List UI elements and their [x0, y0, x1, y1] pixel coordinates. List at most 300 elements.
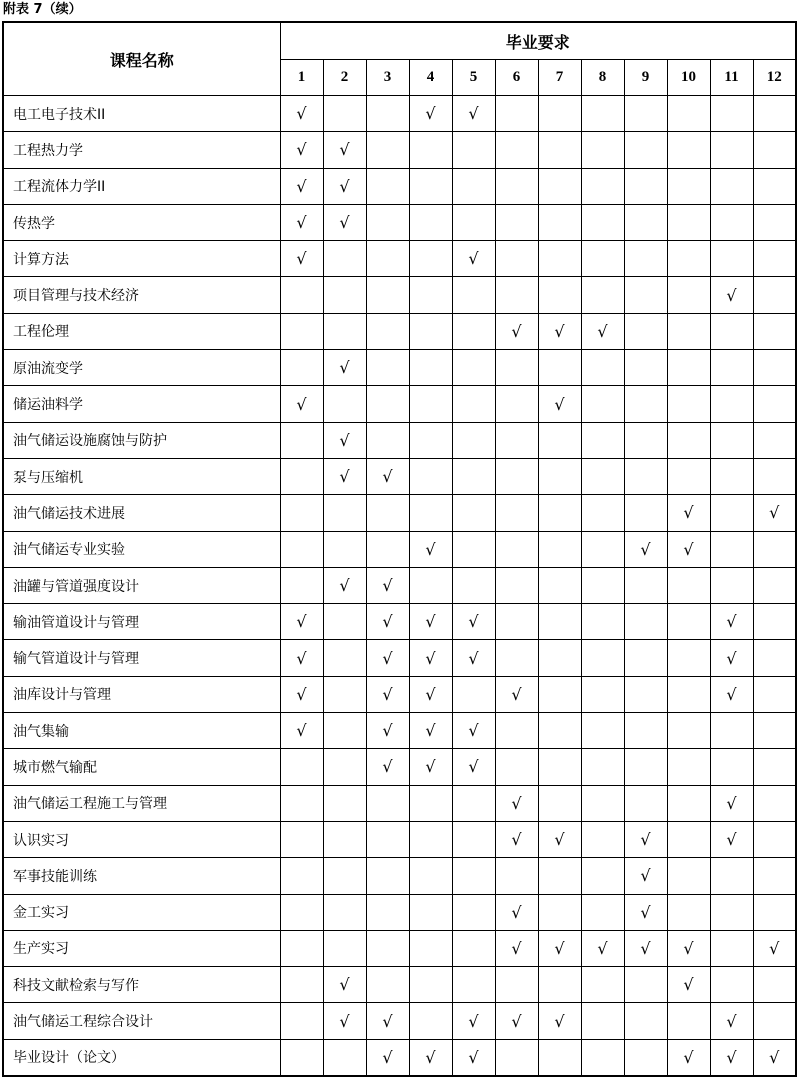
empty-cell [538, 531, 581, 567]
empty-cell [581, 422, 624, 458]
table-row [3, 1039, 796, 1075]
empty-cell [452, 350, 495, 386]
check-mark-cell: √ [710, 785, 753, 821]
empty-cell [753, 422, 796, 458]
course-name-cell: 计算方法 [3, 241, 280, 277]
check-mark-cell: √ [624, 858, 667, 894]
check-mark-cell: √ [538, 386, 581, 422]
empty-cell [710, 96, 753, 132]
check-mark-cell: √ [409, 640, 452, 676]
empty-cell [280, 1039, 323, 1075]
check-mark-cell: √ [323, 132, 366, 168]
empty-cell [280, 821, 323, 857]
empty-cell [624, 1003, 667, 1039]
empty-cell [280, 785, 323, 821]
check-mark-cell: √ [366, 604, 409, 640]
empty-cell [538, 749, 581, 785]
empty-cell [624, 350, 667, 386]
empty-cell [538, 168, 581, 204]
requirement-number-header: 8 [581, 60, 624, 96]
empty-cell [366, 386, 409, 422]
empty-cell [710, 567, 753, 603]
empty-cell [538, 567, 581, 603]
table-row [3, 96, 796, 132]
check-mark-cell: √ [710, 604, 753, 640]
empty-cell [710, 132, 753, 168]
empty-cell [323, 386, 366, 422]
empty-cell [323, 96, 366, 132]
empty-cell [581, 132, 624, 168]
empty-cell [667, 386, 710, 422]
empty-cell [667, 749, 710, 785]
empty-cell [452, 930, 495, 966]
check-mark-cell: √ [280, 640, 323, 676]
empty-cell [710, 422, 753, 458]
empty-cell [753, 204, 796, 240]
table-row [3, 350, 796, 386]
empty-cell [280, 894, 323, 930]
empty-cell [710, 930, 753, 966]
empty-cell [753, 531, 796, 567]
empty-cell [323, 930, 366, 966]
course-name-cell: 输油管道设计与管理 [3, 604, 280, 640]
check-mark-cell: √ [624, 531, 667, 567]
empty-cell [753, 858, 796, 894]
empty-cell [710, 241, 753, 277]
table-row [3, 132, 796, 168]
empty-cell [538, 132, 581, 168]
empty-cell [409, 495, 452, 531]
check-mark-cell: √ [710, 821, 753, 857]
check-mark-cell: √ [409, 749, 452, 785]
check-mark-cell: √ [366, 1039, 409, 1075]
empty-cell [581, 1003, 624, 1039]
empty-cell [667, 894, 710, 930]
table-row [3, 458, 796, 494]
empty-cell [409, 204, 452, 240]
empty-cell [753, 277, 796, 313]
empty-cell [753, 894, 796, 930]
empty-cell [495, 96, 538, 132]
empty-cell [753, 1003, 796, 1039]
table-row [3, 604, 796, 640]
empty-cell [624, 567, 667, 603]
empty-cell [667, 96, 710, 132]
empty-cell [366, 821, 409, 857]
empty-cell [280, 495, 323, 531]
table-row [3, 531, 796, 567]
check-mark-cell: √ [624, 894, 667, 930]
empty-cell [710, 204, 753, 240]
empty-cell [667, 640, 710, 676]
course-name-header: 课程名称 [3, 22, 280, 96]
empty-cell [538, 785, 581, 821]
empty-cell [280, 458, 323, 494]
graduation-requirements-matrix [2, 21, 797, 1077]
empty-cell [710, 713, 753, 749]
empty-cell [624, 168, 667, 204]
empty-cell [581, 96, 624, 132]
check-mark-cell: √ [452, 604, 495, 640]
course-name-cell: 工程流体力学II [3, 168, 280, 204]
empty-cell [409, 458, 452, 494]
requirement-number-header: 6 [495, 60, 538, 96]
empty-cell [538, 604, 581, 640]
empty-cell [323, 640, 366, 676]
table-row [3, 713, 796, 749]
empty-cell [323, 821, 366, 857]
empty-cell [366, 495, 409, 531]
check-mark-cell: √ [538, 821, 581, 857]
empty-cell [280, 967, 323, 1003]
empty-cell [452, 495, 495, 531]
empty-cell [452, 858, 495, 894]
table-row [3, 821, 796, 857]
empty-cell [366, 350, 409, 386]
empty-cell [366, 168, 409, 204]
table-row [3, 422, 796, 458]
empty-cell [452, 894, 495, 930]
course-name-cell: 输气管道设计与管理 [3, 640, 280, 676]
empty-cell [753, 458, 796, 494]
course-name-cell: 泵与压缩机 [3, 458, 280, 494]
empty-cell [538, 350, 581, 386]
check-mark-cell: √ [452, 713, 495, 749]
course-name-cell: 油罐与管道强度设计 [3, 567, 280, 603]
empty-cell [538, 277, 581, 313]
empty-cell [409, 350, 452, 386]
empty-cell [452, 204, 495, 240]
course-name-cell: 原油流变学 [3, 350, 280, 386]
check-mark-cell: √ [280, 386, 323, 422]
empty-cell [323, 604, 366, 640]
empty-cell [409, 967, 452, 1003]
empty-cell [710, 168, 753, 204]
check-mark-cell: √ [495, 1003, 538, 1039]
empty-cell [624, 604, 667, 640]
empty-cell [366, 277, 409, 313]
empty-cell [366, 313, 409, 349]
empty-cell [667, 132, 710, 168]
check-mark-cell: √ [366, 1003, 409, 1039]
requirement-number-header: 3 [366, 60, 409, 96]
empty-cell [280, 1003, 323, 1039]
empty-cell [624, 204, 667, 240]
check-mark-cell: √ [366, 640, 409, 676]
check-mark-cell: √ [452, 749, 495, 785]
table-body [3, 96, 796, 1076]
course-name-cell: 金工实习 [3, 894, 280, 930]
empty-cell [710, 531, 753, 567]
empty-cell [323, 1039, 366, 1075]
empty-cell [538, 495, 581, 531]
requirement-number-header: 7 [538, 60, 581, 96]
course-name-cell: 科技文献检索与写作 [3, 967, 280, 1003]
check-mark-cell: √ [323, 1003, 366, 1039]
empty-cell [538, 676, 581, 712]
empty-cell [280, 531, 323, 567]
empty-cell [495, 168, 538, 204]
empty-cell [409, 785, 452, 821]
empty-cell [409, 168, 452, 204]
empty-cell [624, 749, 667, 785]
empty-cell [624, 1039, 667, 1075]
empty-cell [495, 713, 538, 749]
empty-cell [753, 967, 796, 1003]
empty-cell [495, 967, 538, 1003]
empty-cell [710, 386, 753, 422]
empty-cell [366, 785, 409, 821]
empty-cell [280, 422, 323, 458]
empty-cell [710, 894, 753, 930]
empty-cell [495, 531, 538, 567]
empty-cell [710, 749, 753, 785]
empty-cell [495, 458, 538, 494]
empty-cell [581, 894, 624, 930]
empty-cell [624, 495, 667, 531]
table-row [3, 204, 796, 240]
empty-cell [624, 277, 667, 313]
empty-cell [409, 132, 452, 168]
empty-cell [538, 858, 581, 894]
empty-cell [624, 422, 667, 458]
empty-cell [495, 350, 538, 386]
empty-cell [323, 894, 366, 930]
empty-cell [667, 277, 710, 313]
empty-cell [409, 894, 452, 930]
check-mark-cell: √ [538, 1003, 581, 1039]
check-mark-cell: √ [280, 676, 323, 712]
empty-cell [753, 676, 796, 712]
empty-cell [753, 785, 796, 821]
empty-cell [366, 422, 409, 458]
check-mark-cell: √ [366, 749, 409, 785]
empty-cell [366, 930, 409, 966]
course-name-cell: 油气储运专业实验 [3, 531, 280, 567]
empty-cell [495, 749, 538, 785]
table-caption: 附表 7（续） [3, 2, 82, 17]
empty-cell [581, 531, 624, 567]
check-mark-cell: √ [495, 785, 538, 821]
check-mark-cell: √ [710, 1003, 753, 1039]
empty-cell [581, 567, 624, 603]
empty-cell [581, 713, 624, 749]
check-mark-cell: √ [366, 713, 409, 749]
empty-cell [753, 241, 796, 277]
check-mark-cell: √ [753, 1039, 796, 1075]
check-mark-cell: √ [538, 930, 581, 966]
empty-cell [323, 277, 366, 313]
check-mark-cell: √ [280, 96, 323, 132]
table-row [3, 858, 796, 894]
empty-cell [581, 458, 624, 494]
empty-cell [366, 204, 409, 240]
check-mark-cell: √ [452, 1039, 495, 1075]
empty-cell [452, 313, 495, 349]
table-row [3, 967, 796, 1003]
empty-cell [710, 858, 753, 894]
check-mark-cell: √ [409, 96, 452, 132]
empty-cell [495, 495, 538, 531]
empty-cell [495, 858, 538, 894]
empty-cell [667, 821, 710, 857]
check-mark-cell: √ [323, 422, 366, 458]
empty-cell [581, 241, 624, 277]
check-mark-cell: √ [409, 604, 452, 640]
requirement-number-header: 5 [452, 60, 495, 96]
check-mark-cell: √ [667, 495, 710, 531]
empty-cell [710, 350, 753, 386]
empty-cell [667, 858, 710, 894]
empty-cell [624, 313, 667, 349]
empty-cell [495, 1039, 538, 1075]
empty-cell [323, 495, 366, 531]
check-mark-cell: √ [538, 313, 581, 349]
empty-cell [452, 567, 495, 603]
empty-cell [495, 277, 538, 313]
check-mark-cell: √ [366, 567, 409, 603]
check-mark-cell: √ [581, 313, 624, 349]
check-mark-cell: √ [323, 567, 366, 603]
requirement-number-header: 2 [323, 60, 366, 96]
check-mark-cell: √ [323, 967, 366, 1003]
empty-cell [409, 1003, 452, 1039]
empty-cell [280, 277, 323, 313]
check-mark-cell: √ [495, 676, 538, 712]
course-name-cell: 油气储运工程施工与管理 [3, 785, 280, 821]
empty-cell [366, 241, 409, 277]
empty-cell [280, 567, 323, 603]
table-row [3, 1003, 796, 1039]
empty-cell [624, 96, 667, 132]
empty-cell [538, 458, 581, 494]
table-row [3, 785, 796, 821]
empty-cell [409, 422, 452, 458]
check-mark-cell: √ [495, 313, 538, 349]
empty-cell [409, 567, 452, 603]
check-mark-cell: √ [624, 930, 667, 966]
empty-cell [452, 168, 495, 204]
empty-cell [366, 132, 409, 168]
empty-cell [753, 821, 796, 857]
check-mark-cell: √ [581, 930, 624, 966]
table-row [3, 749, 796, 785]
empty-cell [323, 858, 366, 894]
course-name-cell: 传热学 [3, 204, 280, 240]
empty-cell [280, 350, 323, 386]
course-name-cell: 毕业设计（论文） [3, 1039, 280, 1075]
empty-cell [667, 458, 710, 494]
empty-cell [581, 640, 624, 676]
empty-cell [581, 495, 624, 531]
empty-cell [624, 676, 667, 712]
course-name-cell: 油气集输 [3, 713, 280, 749]
check-mark-cell: √ [495, 894, 538, 930]
empty-cell [624, 713, 667, 749]
empty-cell [624, 458, 667, 494]
course-name-cell: 电工电子技术II [3, 96, 280, 132]
empty-cell [667, 350, 710, 386]
empty-cell [581, 277, 624, 313]
table-row [3, 676, 796, 712]
empty-cell [280, 930, 323, 966]
empty-cell [667, 422, 710, 458]
check-mark-cell: √ [452, 1003, 495, 1039]
empty-cell [495, 422, 538, 458]
empty-cell [452, 132, 495, 168]
empty-cell [409, 241, 452, 277]
empty-cell [581, 604, 624, 640]
check-mark-cell: √ [710, 640, 753, 676]
empty-cell [495, 640, 538, 676]
check-mark-cell: √ [280, 204, 323, 240]
empty-cell [280, 858, 323, 894]
empty-cell [667, 204, 710, 240]
empty-cell [366, 96, 409, 132]
empty-cell [753, 96, 796, 132]
course-name-cell: 工程热力学 [3, 132, 280, 168]
empty-cell [667, 604, 710, 640]
check-mark-cell: √ [710, 676, 753, 712]
empty-cell [581, 204, 624, 240]
empty-cell [452, 422, 495, 458]
empty-cell [323, 713, 366, 749]
empty-cell [581, 350, 624, 386]
empty-cell [323, 241, 366, 277]
check-mark-cell: √ [280, 713, 323, 749]
empty-cell [323, 749, 366, 785]
table-row [3, 567, 796, 603]
empty-cell [624, 967, 667, 1003]
table-row [3, 386, 796, 422]
empty-cell [452, 821, 495, 857]
requirement-number-header: 9 [624, 60, 667, 96]
empty-cell [538, 713, 581, 749]
empty-cell [538, 204, 581, 240]
empty-cell [667, 313, 710, 349]
check-mark-cell: √ [280, 604, 323, 640]
empty-cell [452, 531, 495, 567]
check-mark-cell: √ [667, 531, 710, 567]
empty-cell [753, 313, 796, 349]
empty-cell [624, 640, 667, 676]
table-row [3, 313, 796, 349]
empty-cell [538, 967, 581, 1003]
empty-cell [581, 1039, 624, 1075]
empty-cell [624, 132, 667, 168]
empty-cell [452, 785, 495, 821]
empty-cell [667, 1003, 710, 1039]
empty-cell [452, 277, 495, 313]
empty-cell [753, 132, 796, 168]
empty-cell [452, 967, 495, 1003]
empty-cell [323, 313, 366, 349]
empty-cell [409, 386, 452, 422]
empty-cell [667, 676, 710, 712]
table-row [3, 930, 796, 966]
empty-cell [538, 241, 581, 277]
check-mark-cell: √ [366, 676, 409, 712]
course-name-cell: 储运油料学 [3, 386, 280, 422]
empty-cell [753, 168, 796, 204]
check-mark-cell: √ [409, 676, 452, 712]
check-mark-cell: √ [452, 241, 495, 277]
empty-cell [753, 604, 796, 640]
check-mark-cell: √ [667, 967, 710, 1003]
empty-cell [710, 313, 753, 349]
empty-cell [581, 967, 624, 1003]
check-mark-cell: √ [280, 132, 323, 168]
